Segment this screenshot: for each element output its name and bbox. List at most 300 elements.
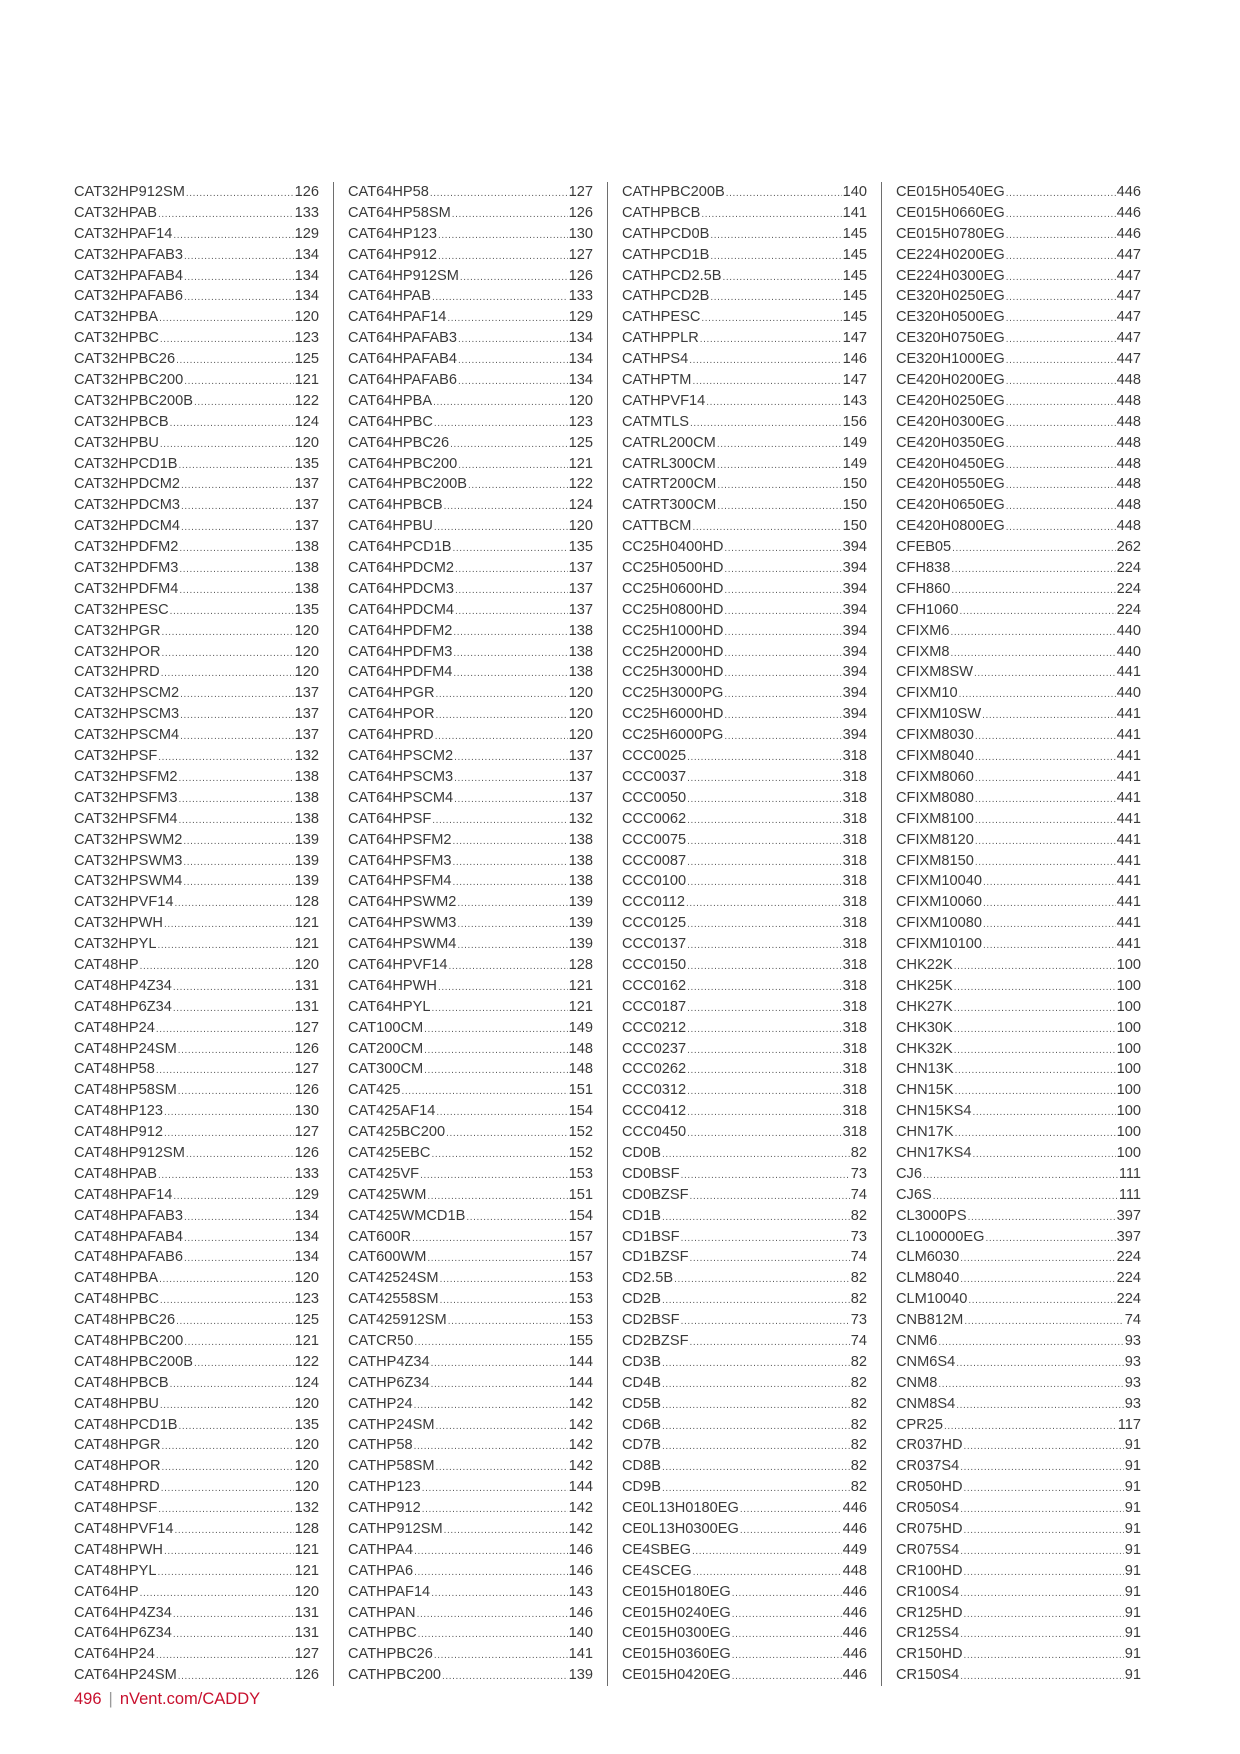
- dot-leader: [159, 309, 294, 330]
- part-number: CATHPVF14: [622, 392, 706, 409]
- dot-leader: [687, 1020, 842, 1041]
- part-number: CD2BZSF: [622, 1332, 689, 1349]
- index-entry: [74, 1394, 319, 1415]
- dot-leader: [687, 936, 842, 957]
- dot-leader: [693, 1563, 842, 1584]
- page-reference: 126: [294, 1144, 319, 1161]
- index-entry: [622, 328, 867, 349]
- index-entry: [622, 1582, 867, 1603]
- page-reference: 74: [850, 1186, 867, 1203]
- index-entry: [896, 224, 1141, 245]
- page-reference: 145: [842, 288, 867, 305]
- part-number: CAT64HPSFM4: [348, 873, 452, 890]
- index-entry: [348, 412, 593, 433]
- dot-leader: [956, 1354, 1124, 1375]
- index-entry: [896, 433, 1141, 454]
- index-entry: [348, 788, 593, 809]
- index-entry: [348, 1519, 593, 1540]
- dot-leader: [178, 1667, 294, 1688]
- part-number: CAT48HPYL: [74, 1562, 157, 1579]
- index-entry: [622, 1018, 867, 1039]
- page-reference: 441: [1116, 748, 1141, 765]
- part-number: CD0BSF: [622, 1165, 680, 1182]
- index-entry: [896, 558, 1141, 579]
- dot-leader: [431, 1145, 567, 1166]
- page-reference: 123: [294, 330, 319, 347]
- dot-leader: [430, 184, 568, 205]
- page-reference: 82: [850, 1374, 867, 1391]
- page-reference: 126: [568, 267, 593, 284]
- dot-leader: [466, 1208, 567, 1229]
- part-number: CFIXM10100: [896, 936, 982, 953]
- page-reference: 440: [1116, 685, 1141, 702]
- page-reference: 139: [294, 873, 319, 890]
- index-entry: [74, 1582, 319, 1603]
- index-entry: [74, 349, 319, 370]
- index-entry: [896, 182, 1141, 203]
- page-reference: 133: [294, 1165, 319, 1182]
- page-reference: 131: [294, 1604, 319, 1621]
- page-reference: 93: [1124, 1374, 1141, 1391]
- page-reference: 134: [294, 1228, 319, 1245]
- index-entry: [622, 1185, 867, 1206]
- dot-leader: [687, 957, 842, 978]
- dot-leader: [162, 1458, 294, 1479]
- index-entry: [896, 1331, 1141, 1352]
- index-entry: [896, 1456, 1141, 1477]
- index-entry: [896, 1540, 1141, 1561]
- page-reference: 135: [294, 601, 319, 618]
- index-entry: [348, 871, 593, 892]
- part-number: CAT48HPRD: [74, 1479, 160, 1496]
- page-reference: 448: [1116, 518, 1141, 535]
- page-reference: 135: [294, 1416, 319, 1433]
- page-reference: 448: [1116, 476, 1141, 493]
- index-entry: [74, 307, 319, 328]
- page-reference: 138: [294, 560, 319, 577]
- part-number: CAT32HPAFAB3: [74, 246, 183, 263]
- page-reference: 132: [568, 810, 593, 827]
- dot-leader: [724, 623, 841, 644]
- part-number: CHK22K: [896, 956, 953, 973]
- part-number: CAT64HP58: [348, 184, 429, 200]
- index-entry: [896, 767, 1141, 788]
- dot-leader: [985, 1229, 1115, 1250]
- index-entry: [896, 1185, 1141, 1206]
- index-entry: [348, 537, 593, 558]
- dot-leader: [457, 894, 567, 915]
- part-number: CHN13K: [896, 1061, 954, 1078]
- part-number: CFH838: [896, 560, 951, 577]
- index-entry: [896, 1247, 1141, 1268]
- part-number: CAT64HP912SM: [348, 267, 459, 284]
- index-entry: [896, 1352, 1141, 1373]
- index-entry: [348, 1310, 593, 1331]
- dot-leader: [724, 644, 841, 665]
- index-entry: [348, 809, 593, 830]
- index-entry: [896, 934, 1141, 955]
- index-entry: [896, 1477, 1141, 1498]
- index-entry: [74, 683, 319, 704]
- index-entry: [74, 1415, 319, 1436]
- index-entry: [896, 203, 1141, 224]
- page-reference: 126: [294, 1082, 319, 1099]
- index-entry: [74, 892, 319, 913]
- dot-leader: [158, 1500, 293, 1521]
- part-number: CAT64HPAFAB3: [348, 330, 457, 347]
- dot-leader: [959, 602, 1115, 623]
- index-entry: [348, 1394, 593, 1415]
- index-entry: [896, 1415, 1141, 1436]
- dot-leader: [179, 1417, 294, 1438]
- page-reference: 137: [294, 727, 319, 744]
- page-reference: 318: [842, 1103, 867, 1120]
- index-entry: [348, 328, 593, 349]
- page-reference: 145: [842, 225, 867, 242]
- part-number: CAT48HP58SM: [74, 1082, 177, 1099]
- dot-leader: [417, 1605, 568, 1626]
- part-number: CAT32HPDFM2: [74, 539, 179, 556]
- part-number: CAT32HPAFAB6: [74, 288, 183, 305]
- page-reference: 394: [842, 643, 867, 660]
- part-number: CFIXM8080: [896, 789, 974, 806]
- page-reference: 141: [842, 204, 867, 221]
- page-reference: 154: [568, 1207, 593, 1224]
- page-reference: 134: [294, 288, 319, 305]
- index-entry: [622, 1373, 867, 1394]
- page-reference: 82: [850, 1395, 867, 1412]
- part-number: CAT48HPBA: [74, 1270, 159, 1287]
- dot-leader: [164, 915, 294, 936]
- dot-leader: [955, 1124, 1116, 1145]
- dot-leader: [179, 769, 294, 790]
- page-reference: 135: [294, 455, 319, 472]
- part-number: CATRT200CM: [622, 476, 717, 493]
- page-reference: 120: [294, 1395, 319, 1412]
- part-number: CC25H6000HD: [622, 706, 724, 723]
- page-reference: 144: [568, 1353, 593, 1370]
- part-number: CD2BSF: [622, 1312, 680, 1329]
- page-reference: 91: [1124, 1541, 1141, 1558]
- page-reference: 394: [842, 727, 867, 744]
- page-reference: 74: [850, 1332, 867, 1349]
- part-number: CNM8: [896, 1374, 938, 1391]
- index-entry: [622, 1059, 867, 1080]
- part-number: CR125HD: [896, 1604, 963, 1621]
- index-entry: [348, 955, 593, 976]
- page-reference: 130: [568, 225, 593, 242]
- dot-leader: [453, 539, 568, 560]
- part-number: CE4SCEG: [622, 1562, 692, 1579]
- dot-leader: [923, 1166, 1118, 1187]
- dot-leader: [954, 978, 1116, 999]
- part-number: CAT32HPDCM3: [74, 497, 180, 514]
- dot-leader: [184, 288, 294, 309]
- index-entry: [348, 830, 593, 851]
- page-reference: 134: [568, 372, 593, 389]
- part-number: CCC0312: [622, 1082, 687, 1099]
- part-number: CR037S4: [896, 1458, 960, 1475]
- page-reference: 91: [1124, 1562, 1141, 1579]
- page-reference: 124: [294, 413, 319, 430]
- dot-leader: [687, 853, 842, 874]
- part-number: CFIXM8SW: [896, 664, 974, 681]
- index-entry: [74, 809, 319, 830]
- part-number: CAT64HP123: [348, 225, 437, 242]
- part-number: CLM10040: [896, 1291, 968, 1308]
- page-reference: 120: [294, 1479, 319, 1496]
- dot-leader: [983, 915, 1116, 936]
- dot-leader: [422, 1500, 568, 1521]
- dot-leader: [687, 790, 842, 811]
- page-reference: 100: [1116, 1040, 1141, 1057]
- dot-leader: [183, 873, 293, 894]
- part-number: CCC0075: [622, 831, 687, 848]
- page-reference: 127: [294, 1124, 319, 1141]
- part-number: CATHP912SM: [348, 1521, 443, 1537]
- index-entry: [348, 621, 593, 642]
- page-reference: 153: [568, 1270, 593, 1287]
- index-entry: [74, 1018, 319, 1039]
- part-number: CAT32HPSCM2: [74, 685, 180, 702]
- dot-leader: [687, 832, 842, 853]
- part-number: CATHP58: [348, 1437, 413, 1454]
- dot-leader: [448, 1312, 568, 1333]
- dot-leader: [156, 1061, 294, 1082]
- product-index: [74, 182, 1141, 1686]
- page-reference: 131: [294, 1625, 319, 1642]
- page-reference: 394: [842, 706, 867, 723]
- part-number: CATCR50: [348, 1332, 414, 1349]
- index-entry: [74, 1603, 319, 1624]
- index-entry: [896, 1289, 1141, 1310]
- part-number: CAT48HPBC: [74, 1291, 159, 1308]
- dot-leader: [173, 1605, 294, 1626]
- part-number: CAT64HPDCM2: [348, 560, 454, 577]
- index-entry: [622, 1498, 867, 1519]
- dot-leader: [162, 644, 294, 665]
- dot-leader: [427, 1249, 567, 1270]
- part-number: CAT425: [348, 1082, 401, 1099]
- part-number: CNM6S4: [896, 1353, 956, 1370]
- part-number: CAT48HPBCB: [74, 1374, 169, 1391]
- index-entry: [348, 579, 593, 600]
- part-number: CR100S4: [896, 1583, 960, 1600]
- index-entry: [896, 871, 1141, 892]
- part-number: CE015H0420EG: [622, 1667, 731, 1684]
- index-entry: [622, 1477, 867, 1498]
- index-entry: [896, 307, 1141, 328]
- index-entry: [348, 1603, 593, 1624]
- index-entry: [896, 830, 1141, 851]
- page-reference: 100: [1116, 1061, 1141, 1078]
- part-number: CAT32HPDFM4: [74, 580, 179, 597]
- dot-leader: [662, 1354, 850, 1375]
- index-entry: [896, 454, 1141, 475]
- part-number: CAT64HPOR: [348, 706, 435, 723]
- part-number: CE420H0350EG: [896, 434, 1005, 451]
- part-number: CAT64HPBU: [348, 518, 433, 535]
- index-entry: [74, 746, 319, 767]
- part-number: CFEB05: [896, 539, 952, 556]
- part-number: CHK27K: [896, 998, 953, 1015]
- index-entry: [622, 307, 867, 328]
- index-entry: [896, 286, 1141, 307]
- page-reference: 137: [568, 789, 593, 806]
- part-number: CAT32HPAF14: [74, 225, 173, 242]
- page-reference: 148: [568, 1040, 593, 1057]
- part-number: CAT48HP58: [74, 1061, 155, 1078]
- index-entry: [622, 1164, 867, 1185]
- page-reference: 137: [568, 768, 593, 785]
- dot-leader: [438, 226, 568, 247]
- part-number: CAT32HPBC200B: [74, 392, 193, 409]
- part-number: CAT64HPDFM2: [348, 622, 453, 639]
- index-entry: [74, 1059, 319, 1080]
- dot-leader: [960, 1458, 1123, 1479]
- part-number: CE320H0750EG: [896, 330, 1005, 347]
- part-number: CAT48HP123: [74, 1103, 163, 1120]
- dot-leader: [687, 748, 842, 769]
- dot-leader: [453, 644, 567, 665]
- index-entry: [74, 621, 319, 642]
- page-reference: 121: [294, 1562, 319, 1579]
- page-reference: 139: [294, 831, 319, 848]
- index-entry: [74, 1122, 319, 1143]
- index-entry: [74, 1268, 319, 1289]
- index-entry: [622, 370, 867, 391]
- page-reference: 449: [842, 1541, 867, 1558]
- dot-leader: [164, 1542, 294, 1563]
- dot-leader: [468, 476, 568, 497]
- page-reference: 93: [1124, 1332, 1141, 1349]
- part-number: CD9B: [622, 1479, 661, 1496]
- page-reference: 144: [568, 1374, 593, 1391]
- page-reference: 91: [1124, 1521, 1141, 1537]
- index-entry: [348, 286, 593, 307]
- dot-leader: [158, 748, 293, 769]
- dot-leader: [687, 1061, 842, 1082]
- footer-site-link[interactable]: nVent.com/CADDY: [119, 1690, 261, 1708]
- page-reference: 91: [1124, 1667, 1141, 1684]
- part-number: CATHP4Z34: [348, 1353, 430, 1370]
- part-number: CCC0037: [622, 768, 687, 785]
- page-reference: 134: [294, 267, 319, 284]
- dot-leader: [180, 706, 293, 727]
- part-number: CFIXM10080: [896, 915, 982, 932]
- dot-leader: [710, 247, 841, 268]
- page-reference: 441: [1116, 873, 1141, 890]
- index-entry: [74, 1331, 319, 1352]
- dot-leader: [179, 811, 294, 832]
- part-number: CATHPBC200: [348, 1667, 441, 1684]
- page-reference: 111: [1118, 1186, 1141, 1203]
- dot-leader: [1006, 518, 1116, 539]
- dot-leader: [186, 184, 294, 205]
- dot-leader: [964, 1605, 1124, 1626]
- page-reference: 142: [568, 1395, 593, 1412]
- page-reference: 441: [1116, 706, 1141, 723]
- index-entry: [74, 328, 319, 349]
- page-reference: 137: [294, 685, 319, 702]
- dot-leader: [436, 1458, 568, 1479]
- index-entry: [74, 704, 319, 725]
- part-number: CAT48HPGR: [74, 1437, 161, 1454]
- part-number: CR150HD: [896, 1646, 963, 1663]
- dot-leader: [432, 288, 568, 309]
- page-reference: 142: [568, 1500, 593, 1517]
- page-reference: 224: [1116, 580, 1141, 597]
- index-entry: [74, 245, 319, 266]
- page-reference: 153: [568, 1291, 593, 1308]
- dot-leader: [964, 1646, 1124, 1667]
- page-reference: 318: [842, 873, 867, 890]
- page-reference: 139: [568, 1667, 593, 1684]
- dot-leader: [964, 1563, 1124, 1584]
- index-entry: [74, 537, 319, 558]
- dot-leader: [176, 351, 294, 372]
- index-entry: [896, 1665, 1141, 1686]
- page-reference: 156: [842, 413, 867, 430]
- index-entry: [622, 1519, 867, 1540]
- dot-leader: [438, 247, 568, 268]
- dot-leader: [454, 748, 567, 769]
- part-number: CATHPS4: [622, 351, 689, 368]
- dot-leader: [160, 1396, 294, 1417]
- dot-leader: [453, 832, 568, 853]
- part-number: CHN17KS4: [896, 1144, 972, 1161]
- part-number: CFIXM8100: [896, 810, 974, 827]
- part-number: CC25H3000HD: [622, 664, 724, 681]
- part-number: CAT64HPBC: [348, 413, 433, 430]
- index-entry: [896, 391, 1141, 412]
- dot-leader: [436, 1417, 568, 1438]
- index-entry: [348, 600, 593, 621]
- part-number: CCC0112: [622, 894, 685, 911]
- part-number: CAT48HPCD1B: [74, 1416, 178, 1433]
- part-number: CATHPCD1B: [622, 246, 710, 263]
- part-number: CAT64HPSWM3: [348, 915, 457, 932]
- dot-leader: [160, 330, 294, 351]
- dot-leader: [955, 1082, 1116, 1103]
- page-reference: 262: [1116, 539, 1141, 556]
- part-number: CAT32HPSWM2: [74, 831, 183, 848]
- page-reference: 441: [1116, 936, 1141, 953]
- part-number: CAT64HPAFAB4: [348, 351, 457, 368]
- index-entry: [348, 1247, 593, 1268]
- index-entry: [622, 1206, 867, 1227]
- part-number: CCC0062: [622, 810, 687, 827]
- index-entry: [348, 1227, 593, 1248]
- page-reference: 82: [850, 1437, 867, 1454]
- index-entry: [74, 913, 319, 934]
- index-entry: [348, 1644, 593, 1665]
- page-reference: 138: [568, 852, 593, 869]
- dot-leader: [983, 894, 1116, 915]
- part-number: CAT600R: [348, 1228, 411, 1245]
- index-entry: [622, 934, 867, 955]
- part-number: CATHPCD0B: [622, 225, 710, 242]
- page-reference: 100: [1116, 956, 1141, 973]
- page-reference: 448: [1116, 497, 1141, 514]
- dot-leader: [458, 372, 568, 393]
- part-number: CAT64HPDFM4: [348, 664, 453, 681]
- part-number: CAT64HPBC26: [348, 434, 450, 451]
- index-entry: [348, 704, 593, 725]
- part-number: CC25H0400HD: [622, 539, 724, 556]
- index-entry: [896, 1310, 1141, 1331]
- part-number: CR050S4: [896, 1500, 960, 1517]
